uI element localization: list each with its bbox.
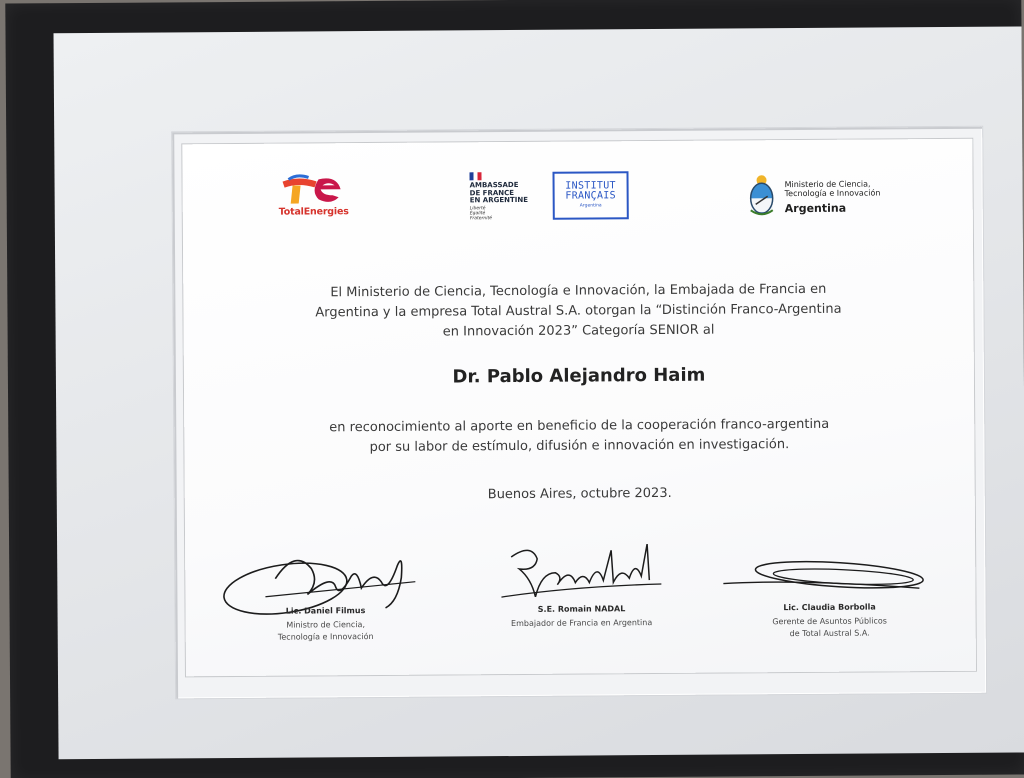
embassy-logo [469, 172, 549, 228]
signatory-role: Gerente de Asuntos Públicos de Total Austral S.A. [772, 616, 887, 639]
signature-block-borbolla [719, 534, 940, 656]
french-flag-icon [469, 172, 481, 180]
award-statement: El Ministerio de Ciencia, Tecnología e Innovación, la Embajada de Francia en Argentina y la empresa Total Austral S.A. otorgan la “Distinción Franco-Argentina en Innovación 2023” Categoría SENIOR al [315, 281, 842, 340]
embassy-wordmark: AMBASSADE DE FRANCE EN ARGENTINE [469, 180, 529, 205]
totalenergies-mark-icon [278, 171, 348, 207]
signature-block-filmus [215, 538, 436, 660]
signatory-name: Lic. Claudia Borbolla [783, 602, 876, 613]
ministry-logo [749, 173, 899, 220]
argentina-coat-of-arms-icon [749, 174, 775, 216]
signatory-name: S.E. Romain NADAL [537, 604, 626, 614]
ministry-wordmark: Ministerio de Ciencia, Tecnología e Innovación [784, 179, 881, 199]
signatory-name: Lic. Daniel Filmus [285, 606, 366, 616]
ministry-country: Argentina [784, 201, 847, 216]
signatory-role: Embajador de Francia en Argentina [510, 618, 653, 629]
signature-block-nadal [471, 536, 692, 658]
totalenergies-wordmark: TotalEnergies [278, 206, 349, 218]
signatory-role: Ministro de Ciencia, Tecnología e Innovación [277, 620, 374, 642]
picture-frame [5, 0, 1024, 778]
certificate [182, 139, 976, 677]
place-and-date: Buenos Aires, octubre 2023. [487, 485, 672, 503]
totalenergies-logo [278, 171, 358, 222]
embassy-motto: Liberté Égalité Fraternité [469, 206, 493, 222]
recipient-name: Dr. Pablo Alejandro Haim [452, 364, 706, 388]
award-reason: en reconocimiento al aporte en beneficio de la cooperación franco-argentina por su labor de estímulo, difusión e innovación en investigación. [329, 416, 830, 456]
institut-francais-logo: INSTITUT FRANÇAIS Argentina [552, 171, 628, 220]
frame-mat [54, 26, 1024, 759]
